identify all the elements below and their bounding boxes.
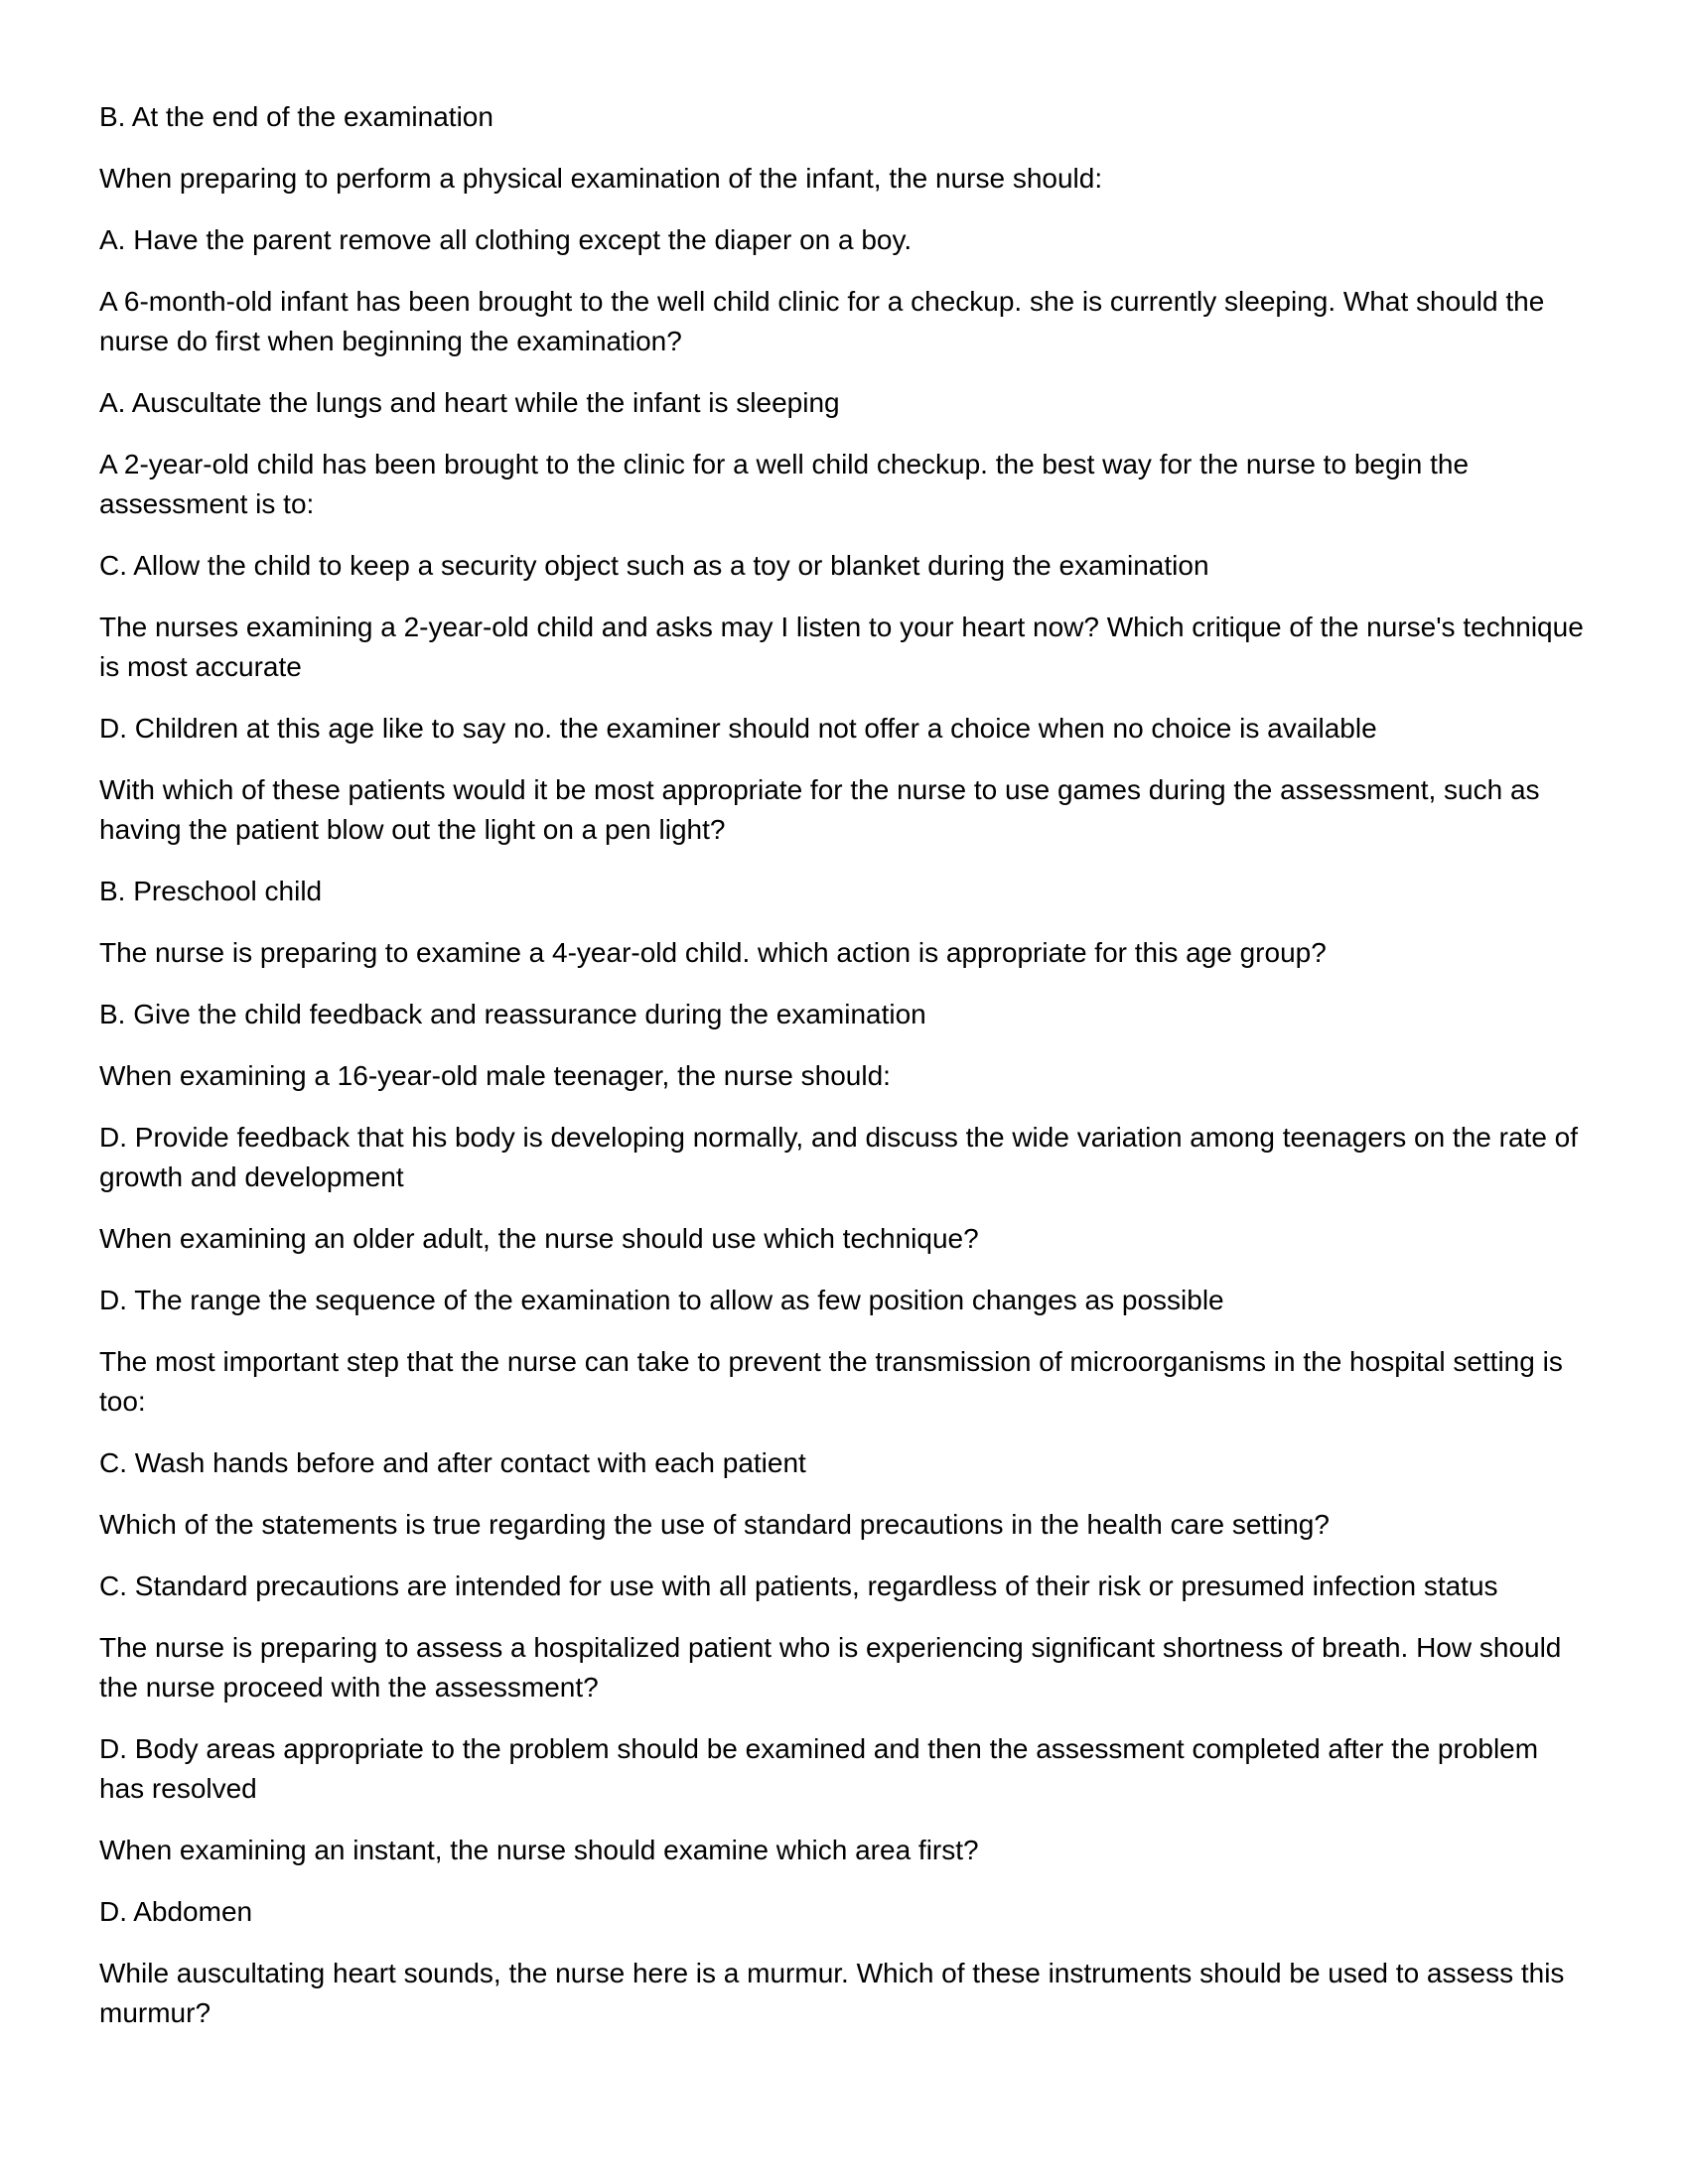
answer-text: A. Auscultate the lungs and heart while the infant is sleeping (99, 387, 840, 418)
answer-text: D. Provide feedback that his body is developing normally, and discuss the wide variation among teenagers on the rate of growth and development (99, 1122, 1579, 1192)
answer-text: C. Allow the child to keep a security object such as a toy or blanket during the examination (99, 550, 1209, 581)
answer-text: D. Children at this age like to say no. the examiner should not offer a choice when no choice is available (99, 713, 1377, 744)
question-text: The nurse is preparing to assess a hospitalized patient who is experiencing significant shortness of breath. How should the nurse proceed with the assessment? (99, 1632, 1562, 1703)
answer-text: C. Wash hands before and after contact with each patient (99, 1447, 806, 1478)
document-body (99, 97, 1589, 2055)
answer-text: A. Have the parent remove all clothing except the diaper on a boy. (99, 224, 913, 255)
question-text: When examining a 16-year-old male teenager, the nurse should: (99, 1060, 891, 1091)
question-text: When preparing to perform a physical examination of the infant, the nurse should: (99, 163, 1103, 194)
answer-text: B. Give the child feedback and reassurance during the examination (99, 999, 926, 1029)
question-text: With which of these patients would it be most appropriate for the nurse to use games during the assessment, such as having the patient blow out the light on a pen light? (99, 774, 1540, 845)
question-text: While auscultating heart sounds, the nurse here is a murmur. Which of these instruments should be used to assess this murmur? (99, 1958, 1565, 2028)
question-text: A 2-year-old child has been brought to the clinic for a well child checkup. the best way for the nurse to begin the assessment is to: (99, 449, 1470, 519)
question-text: The nurse is preparing to examine a 4-year-old child. which action is appropriate for this age group? (99, 937, 1327, 968)
question-text: When examining an instant, the nurse should examine which area first? (99, 1835, 979, 1865)
question-text: When examining an older adult, the nurse should use which technique? (99, 1223, 979, 1254)
question-text: The most important step that the nurse can take to prevent the transmission of microorganisms in the hospital setting is too: (99, 1346, 1563, 1417)
question-text: A 6-month-old infant has been brought to the well child clinic for a checkup. she is currently sleeping. What should the nurse do first when beginning the examination? (99, 286, 1545, 356)
question-text: The nurses examining a 2-year-old child and asks may I listen to your heart now? Which critique of the nurse's technique is most accurate (99, 612, 1584, 682)
answer-text: B. At the end of the examination (99, 101, 493, 132)
question-text: Which of the statements is true regarding the use of standard precautions in the health care setting? (99, 1509, 1330, 1540)
answer-text: D. The range the sequence of the examination to allow as few position changes as possible (99, 1285, 1224, 1315)
answer-text: B. Preschool child (99, 876, 323, 906)
answer-text: D. Body areas appropriate to the problem should be examined and then the assessment completed after the problem has resolved (99, 1733, 1539, 1804)
answer-text: C. Standard precautions are intended for use with all patients, regardless of their risk or presumed infection status (99, 1570, 1498, 1601)
answer-text: D. Abdomen (99, 1896, 253, 1927)
